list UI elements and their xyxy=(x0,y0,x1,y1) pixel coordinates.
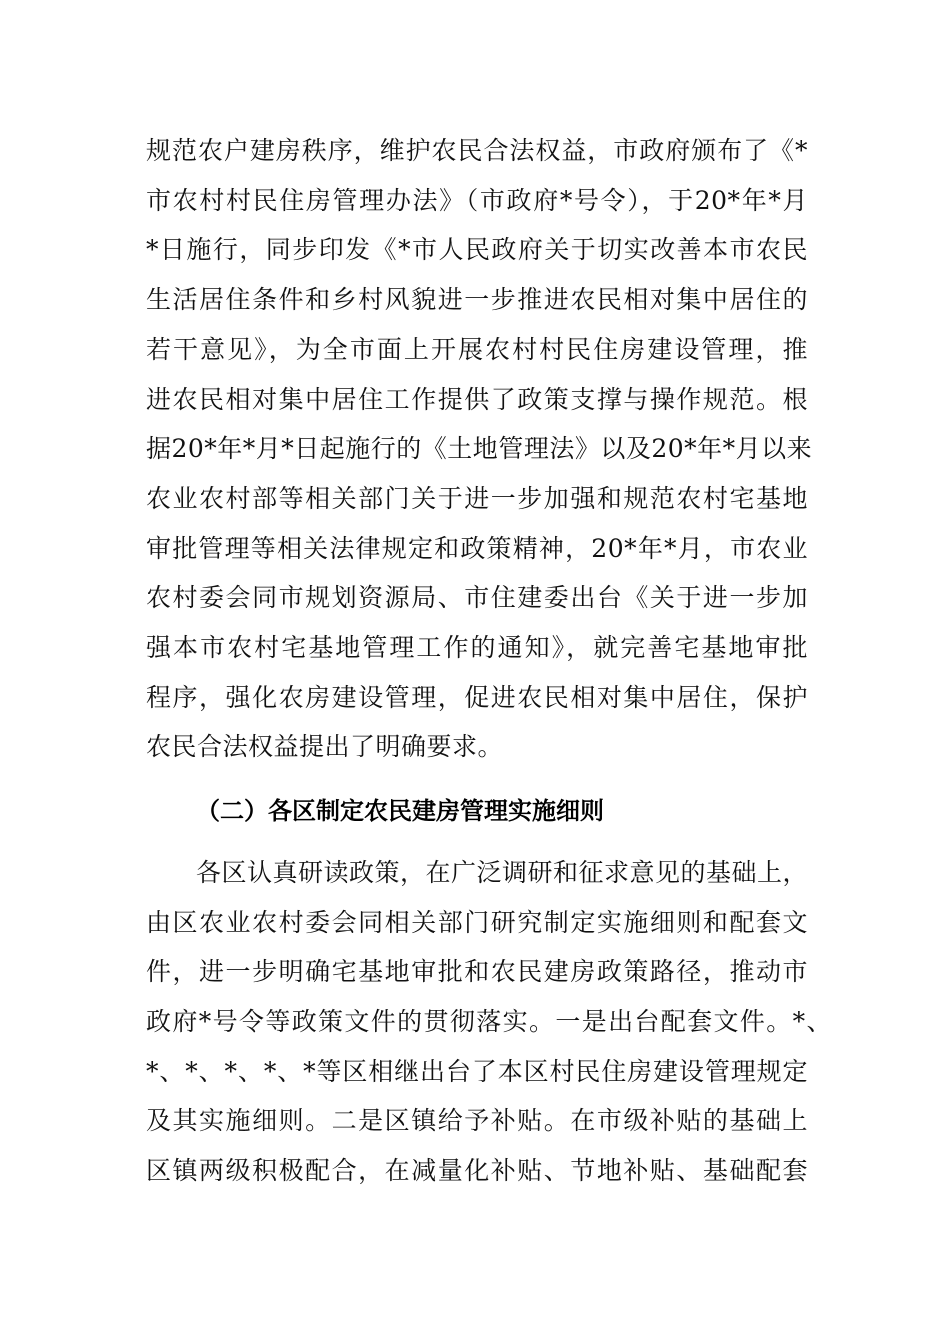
paragraph-line: 件，进一步明确宅基地审批和农民建房政策路径，推动市 xyxy=(146,957,808,986)
paragraph-line: 审批管理等相关法律规定和政策精神，20*年*月，市农业 xyxy=(146,534,808,563)
paragraph-line: 政府*号令等政策文件的贯彻落实。一是出台配套文件。*、 xyxy=(146,1007,832,1036)
paragraph-line: 规范农户建房秩序，维护农民合法权益，市政府颁布了《* xyxy=(146,136,808,165)
paragraph-line: 农村委会同市规划资源局、市住建委出台《关于进一步加 xyxy=(146,583,808,612)
paragraph-line: 市农村村民住房管理办法》（市政府*号令），于20*年*月 xyxy=(146,186,808,215)
paragraph-line: 农业农村部等相关部门关于进一步加强和规范农村宅基地 xyxy=(146,484,808,513)
section-heading: （二）各区制定农民建房管理实施细则 xyxy=(196,797,604,825)
paragraph-line: 生活居住条件和乡村风貌进一步推进农民相对集中居住的 xyxy=(146,285,808,314)
paragraph-line: *、*、*、*、*等区相继出台了本区村民住房建设管理规定 xyxy=(146,1057,808,1086)
paragraph-line: 强本市农村宅基地管理工作的通知》，就完善宅基地审批 xyxy=(146,633,808,662)
paragraph-line: *日施行，同步印发《*市人民政府关于切实改善本市农民 xyxy=(146,235,808,264)
paragraph-line: 进农民相对集中居住工作提供了政策支撑与操作规范。根 xyxy=(146,385,808,414)
paragraph-line: 区镇两级积极配合，在减量化补贴、节地补贴、基础配套 xyxy=(146,1156,808,1185)
paragraph-line: 由区农业农村委会同相关部门研究制定实施细则和配套文 xyxy=(146,908,808,937)
paragraph-line: 农民合法权益提出了明确要求。 xyxy=(146,732,504,761)
paragraph-line: 程序，强化农房建设管理，促进农民相对集中居住，保护 xyxy=(146,683,808,712)
paragraph-line: 据20*年*月*日起施行的《土地管理法》以及20*年*月以来 xyxy=(146,434,813,463)
paragraph-line: 若干意见》，为全市面上开展农村村民住房建设管理，推 xyxy=(146,335,808,364)
paragraph-line: 及其实施细则。二是区镇给予补贴。在市级补贴的基础上 xyxy=(146,1106,808,1135)
paragraph-line: 各区认真研读政策，在广泛调研和征求意见的基础上， xyxy=(196,858,809,887)
